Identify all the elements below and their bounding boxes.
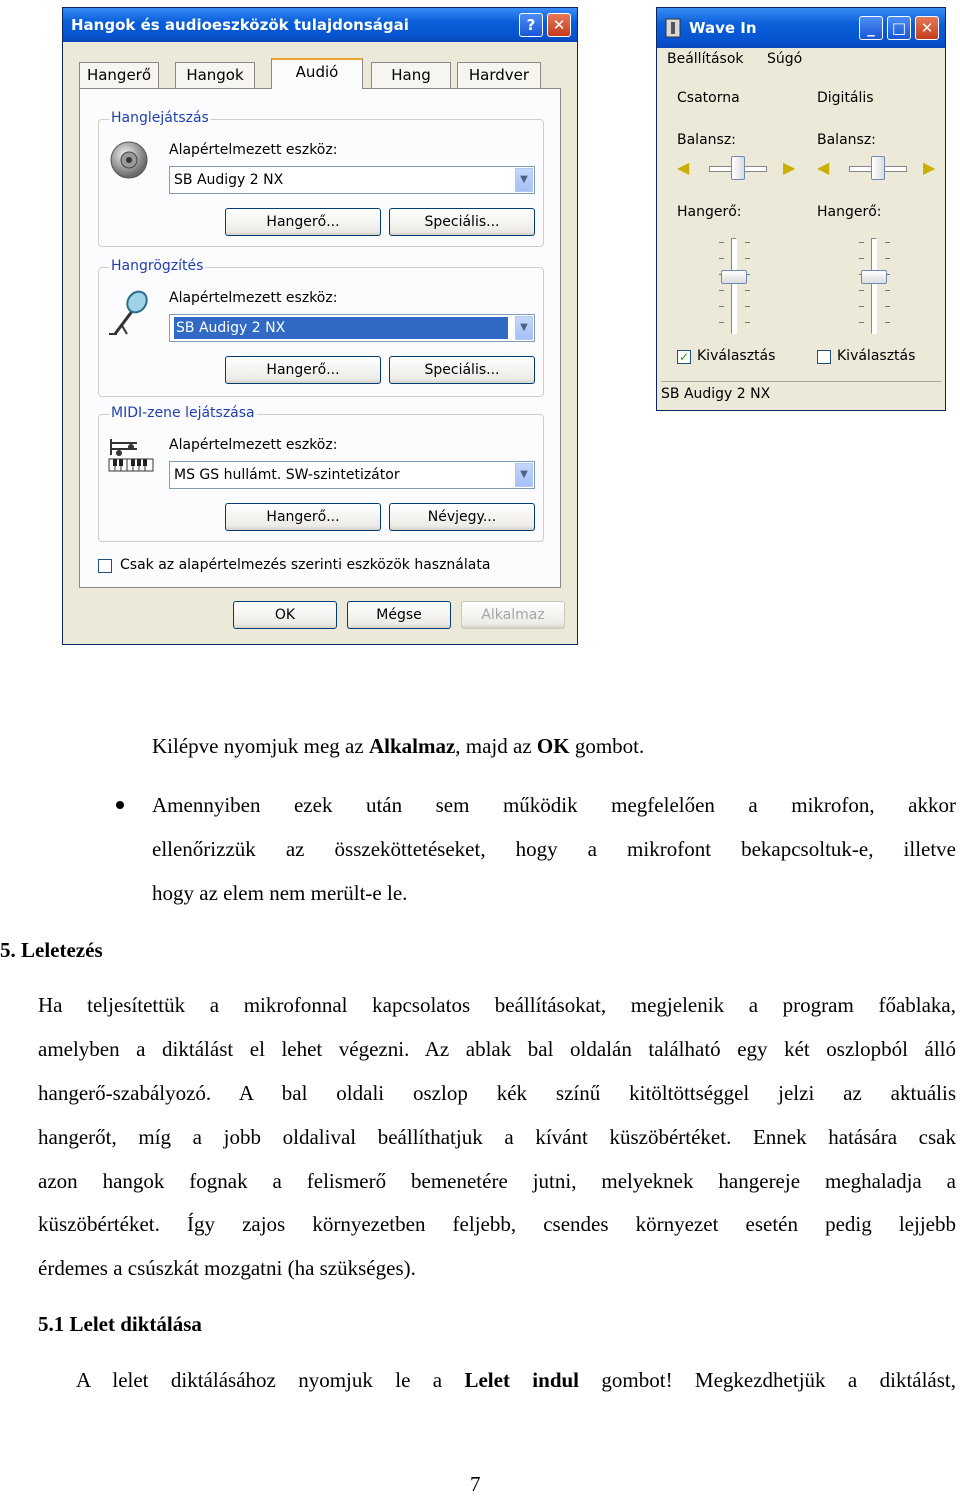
speaker-right-icon: ▶ xyxy=(923,158,936,177)
page-number: 7 xyxy=(470,1472,481,1496)
menu-bar xyxy=(657,48,945,70)
playback-group xyxy=(98,110,544,247)
dialog-title: Hangok és audioeszközök tulajdonságai xyxy=(71,16,409,34)
subsection-heading: 5.1 Lelet diktálása xyxy=(38,1312,202,1336)
status-bar xyxy=(661,381,941,406)
midi-group xyxy=(98,405,544,542)
text-span: Kilépve nyomjuk meg az xyxy=(152,734,369,758)
balance-slider[interactable] xyxy=(731,156,745,180)
speaker-left-icon: ◀ xyxy=(677,158,690,177)
volume-track xyxy=(731,238,737,334)
cancel-button[interactable]: Mégse xyxy=(347,601,451,629)
bullet-line-2: ellenőrizzük az összeköttetéseket, hogy a mikrofont bekapcsoltuk-e, illetve xyxy=(152,837,956,861)
bold-alkalmaz: Alkalmaz xyxy=(368,734,456,758)
volume-label: Hangerő: xyxy=(817,204,882,220)
close-button[interactable]: ✕ xyxy=(915,16,939,40)
volume-track xyxy=(871,238,877,334)
sound-properties-dialog xyxy=(62,7,578,645)
tab-hang[interactable]: Hang xyxy=(371,62,451,88)
device-status: SB Audigy 2 NX xyxy=(661,386,771,402)
text-span: A lelet diktálásához nyomjuk le a xyxy=(76,1368,465,1392)
section-heading: 5. Leletezés xyxy=(0,938,103,962)
recording-special-button[interactable]: Speciális... xyxy=(389,356,535,384)
volume-label: Hangerő: xyxy=(677,204,742,220)
tab-hardver[interactable]: Hardver xyxy=(457,62,541,88)
playback-volume-button[interactable]: Hangerő... xyxy=(225,208,381,236)
speaker-right-icon: ▶ xyxy=(783,158,796,177)
midi-about-button[interactable]: Névjegy... xyxy=(389,503,535,531)
midi-keyboard-icon xyxy=(107,435,155,475)
recording-default-label: Alapértelmezett eszköz: xyxy=(169,290,338,306)
text-span: , majd az xyxy=(455,734,537,758)
select-checkbox[interactable] xyxy=(817,350,831,364)
playback-special-button[interactable]: Speciális... xyxy=(389,208,535,236)
recording-device-value: SB Audigy 2 NX xyxy=(174,317,508,339)
menu-help[interactable]: Súgó xyxy=(767,51,803,67)
playback-device-select[interactable] xyxy=(169,166,535,194)
volume-slider[interactable] xyxy=(861,270,887,284)
channel-name: Csatorna xyxy=(677,90,740,106)
channel-strip-digitalis xyxy=(805,74,945,370)
paragraph-line-3: hangerő-szabályozó. A bal oldali oszlop kék színű kitöltöttséggel jelzi az aktuális xyxy=(38,1081,956,1105)
recording-legend: Hangrögzítés xyxy=(111,258,204,274)
chevron-down-icon[interactable]: ▼ xyxy=(515,463,533,487)
chevron-down-icon[interactable]: ▼ xyxy=(515,316,533,340)
bullet-dot xyxy=(116,801,124,809)
bullet-line-1: Amennyiben ezek után sem működik megfelelően a mikrofon, akkor xyxy=(152,793,956,817)
audio-tab-panel xyxy=(79,88,561,588)
channel-name: Digitális xyxy=(817,90,874,106)
speaker-icon xyxy=(107,138,151,182)
text-span: gombot. xyxy=(569,734,645,758)
recording-group xyxy=(98,258,544,397)
bold-lelet-indul: Lelet indul xyxy=(464,1368,580,1392)
tab-hangero[interactable]: Hangerő xyxy=(79,62,159,88)
wave-in-window xyxy=(656,7,946,411)
midi-device-value: MS GS hullámt. SW-szintetizátor xyxy=(174,467,400,483)
tab-audio[interactable]: Audió xyxy=(271,58,363,89)
paragraph-line-2: amelyben a diktálást el lehet végezni. Az ablak bal oldalán található egy két oszlopból álló xyxy=(38,1037,956,1061)
recording-device-select[interactable] xyxy=(169,314,535,342)
speaker-left-icon: ◀ xyxy=(817,158,830,177)
only-default-checkbox[interactable] xyxy=(98,559,112,573)
midi-volume-button[interactable]: Hangerő... xyxy=(225,503,381,531)
microphone-icon xyxy=(107,288,151,338)
paragraph-line-1: Ha teljesítettük a mikrofonnal kapcsolatos beállításokat, megjelenik a program főablaka, xyxy=(38,993,956,1017)
help-button[interactable]: ? xyxy=(519,13,543,37)
bold-ok: OK xyxy=(536,734,570,758)
instruction-line xyxy=(152,724,644,768)
ok-button[interactable]: OK xyxy=(233,601,337,629)
window-title: Wave In xyxy=(689,19,757,37)
select-checkbox[interactable]: ✓ xyxy=(678,350,690,364)
paragraph-line-7: érdemes a csúszkát mozgatni (ha szükséges). xyxy=(38,1256,416,1280)
paragraph-line-6: küszöbértéket. Így zajos környezetben feljebb, csendes környezet esetén pedig lejjebb xyxy=(38,1212,956,1236)
balance-slider[interactable] xyxy=(871,156,885,180)
midi-legend: MIDI-zene lejátszása xyxy=(111,405,255,421)
playback-default-label: Alapértelmezett eszköz: xyxy=(169,142,338,158)
last-line xyxy=(76,1358,956,1402)
balance-label: Balansz: xyxy=(817,132,876,148)
chevron-down-icon[interactable]: ▼ xyxy=(515,168,533,192)
channel-strip-csatorna xyxy=(665,74,805,370)
apply-button[interactable]: Alkalmaz xyxy=(461,601,565,629)
tab-strip xyxy=(79,58,549,88)
title-bar xyxy=(63,8,577,42)
volume-slider[interactable] xyxy=(721,270,747,284)
bullet-line-3: hogy az elem nem merült-e le. xyxy=(152,881,408,905)
paragraph-line-4: hangerőt, míg a jobb oldalival beállíthatjuk a kívánt küszöbértéket. Ennek hatására csak xyxy=(38,1125,956,1149)
maximize-button[interactable]: □ xyxy=(887,16,911,40)
close-button[interactable]: ✕ xyxy=(547,13,571,37)
midi-device-select[interactable] xyxy=(169,461,535,489)
playback-legend: Hanglejátszás xyxy=(111,110,209,126)
select-label: Kiválasztás xyxy=(837,348,916,364)
mixer-app-icon xyxy=(665,18,681,38)
select-label: Kiválasztás xyxy=(697,348,776,364)
recording-volume-button[interactable]: Hangerő... xyxy=(225,356,381,384)
text-span: gombot! Megkezdhetjük a diktálást, xyxy=(579,1368,957,1392)
minimize-button[interactable]: _ xyxy=(859,16,883,40)
playback-device-value: SB Audigy 2 NX xyxy=(174,172,284,188)
only-default-label: Csak az alapértelmezés szerinti eszközök használata xyxy=(120,557,491,573)
midi-default-label: Alapértelmezett eszköz: xyxy=(169,437,338,453)
paragraph-line-5: azon hangok fognak a felismerő bemenetére jutni, melyeknek hangereje meghaladja a xyxy=(38,1169,956,1193)
balance-label: Balansz: xyxy=(677,132,736,148)
tab-hangok[interactable]: Hangok xyxy=(175,62,255,88)
title-bar xyxy=(657,8,945,48)
menu-settings[interactable]: Beállítások xyxy=(667,51,744,67)
